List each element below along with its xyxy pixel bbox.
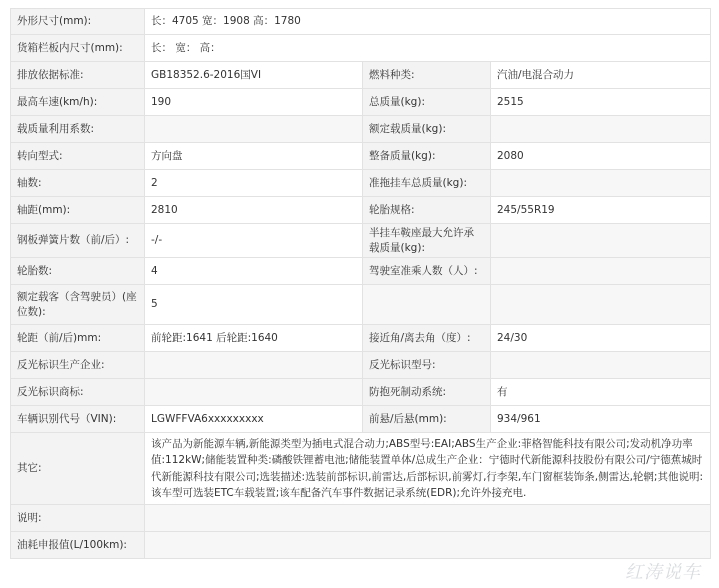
table-row — [11, 505, 711, 532]
row-value: 245/55R19 — [491, 197, 711, 224]
row-label: 额定载质量(kg): — [363, 116, 491, 143]
table-row — [11, 224, 711, 258]
row-label: 外形尺寸(mm): — [11, 9, 145, 35]
row-value: 190 — [145, 89, 363, 116]
table-row — [11, 35, 711, 62]
row-value — [491, 352, 711, 379]
row-label — [363, 285, 491, 325]
row-value: 长：4705 宽：1908 高：1780 — [145, 9, 711, 35]
row-value — [491, 285, 711, 325]
row-value — [491, 170, 711, 197]
vehicle-spec-sheet — [10, 8, 710, 559]
row-value: 5 — [145, 285, 363, 325]
table-row — [11, 9, 711, 35]
row-value — [491, 224, 711, 258]
row-value — [145, 352, 363, 379]
row-label: 总质量(kg): — [363, 89, 491, 116]
row-label: 反光标识商标: — [11, 379, 145, 406]
row-label: 轮胎数: — [11, 258, 145, 285]
row-label: 轴距(mm): — [11, 197, 145, 224]
row-value: -/- — [145, 224, 363, 258]
table-row — [11, 143, 711, 170]
row-value — [491, 116, 711, 143]
row-label: 货箱栏板内尺寸(mm): — [11, 35, 145, 62]
table-row — [11, 379, 711, 406]
row-value — [145, 505, 711, 532]
row-value: GB18352.6-2016国VI — [145, 62, 363, 89]
table-row — [11, 285, 711, 325]
row-label: 整备质量(kg): — [363, 143, 491, 170]
table-row — [11, 116, 711, 143]
row-value: 2 — [145, 170, 363, 197]
table-row — [11, 406, 711, 433]
spec-table-body — [11, 9, 711, 559]
table-row — [11, 532, 711, 559]
row-label: 防抱死制动系统: — [363, 379, 491, 406]
table-row — [11, 170, 711, 197]
row-value: 汽油/电混合动力 — [491, 62, 711, 89]
row-label: 最高车速(km/h): — [11, 89, 145, 116]
row-value — [145, 116, 363, 143]
row-value: 24/30 — [491, 325, 711, 352]
table-row — [11, 62, 711, 89]
row-label: 钢板弹簧片数（前/后）: — [11, 224, 145, 258]
row-value: 长： 宽： 高： — [145, 35, 711, 62]
row-value: 前轮距:1641 后轮距:1640 — [145, 325, 363, 352]
row-value: 方向盘 — [145, 143, 363, 170]
row-label: 额定载客（含驾驶员）(座位数): — [11, 285, 145, 325]
table-row — [11, 197, 711, 224]
row-value: LGWFFVA6xxxxxxxxx — [145, 406, 363, 433]
row-label: 接近角/离去角（度）: — [363, 325, 491, 352]
watermark-logo: 红涛说车 — [625, 562, 701, 583]
table-row — [11, 433, 711, 505]
row-value — [491, 258, 711, 285]
row-value: 2080 — [491, 143, 711, 170]
row-label: 转向型式: — [11, 143, 145, 170]
row-value: 该产品为新能源车辆,新能源类型为插电式混合动力;ABS型号:EAI;ABS生产企业:菲格智能科技有限公司;发动机净功率值:112kW;储能装置种类:磷酸铁锂蓄电池;储能装置单体/总成生产企业：宁德时代新能源科技股份有限公司/宁德蕉城时代新能源科技有限公司;选装描述:选装前部标识,前雷达,后部标识,前雾灯,行李架,车门窗框装饰条,侧雷达,轮辋;其他说明:该车型可选装ETC车载装置;该车配备汽车事件数据记录系统(EDR);允许外接充电. — [145, 433, 711, 505]
row-label: 前悬/后悬(mm): — [363, 406, 491, 433]
row-label: 反光标识型号: — [363, 352, 491, 379]
row-label: 驾驶室准乘人数（人）: — [363, 258, 491, 285]
row-label: 油耗申报值(L/100km): — [11, 532, 145, 559]
row-label: 反光标识生产企业: — [11, 352, 145, 379]
row-label: 半挂车鞍座最大允许承载质量(kg): — [363, 224, 491, 258]
table-row — [11, 352, 711, 379]
table-row — [11, 258, 711, 285]
row-label: 车辆识别代号（VIN): — [11, 406, 145, 433]
row-label: 其它: — [11, 433, 145, 505]
row-value: 2810 — [145, 197, 363, 224]
row-label: 轮距（前/后)mm: — [11, 325, 145, 352]
table-row — [11, 325, 711, 352]
row-label: 排放依据标准: — [11, 62, 145, 89]
row-value — [145, 379, 363, 406]
row-value — [145, 532, 711, 559]
spec-table — [10, 8, 711, 559]
row-label: 说明: — [11, 505, 145, 532]
row-label: 轮胎规格: — [363, 197, 491, 224]
row-value: 4 — [145, 258, 363, 285]
row-label: 燃料种类: — [363, 62, 491, 89]
table-row — [11, 89, 711, 116]
row-value: 有 — [491, 379, 711, 406]
row-label: 载质量利用系数: — [11, 116, 145, 143]
row-label: 准拖挂车总质量(kg): — [363, 170, 491, 197]
row-label: 轴数: — [11, 170, 145, 197]
row-value: 2515 — [491, 89, 711, 116]
row-value: 934/961 — [491, 406, 711, 433]
